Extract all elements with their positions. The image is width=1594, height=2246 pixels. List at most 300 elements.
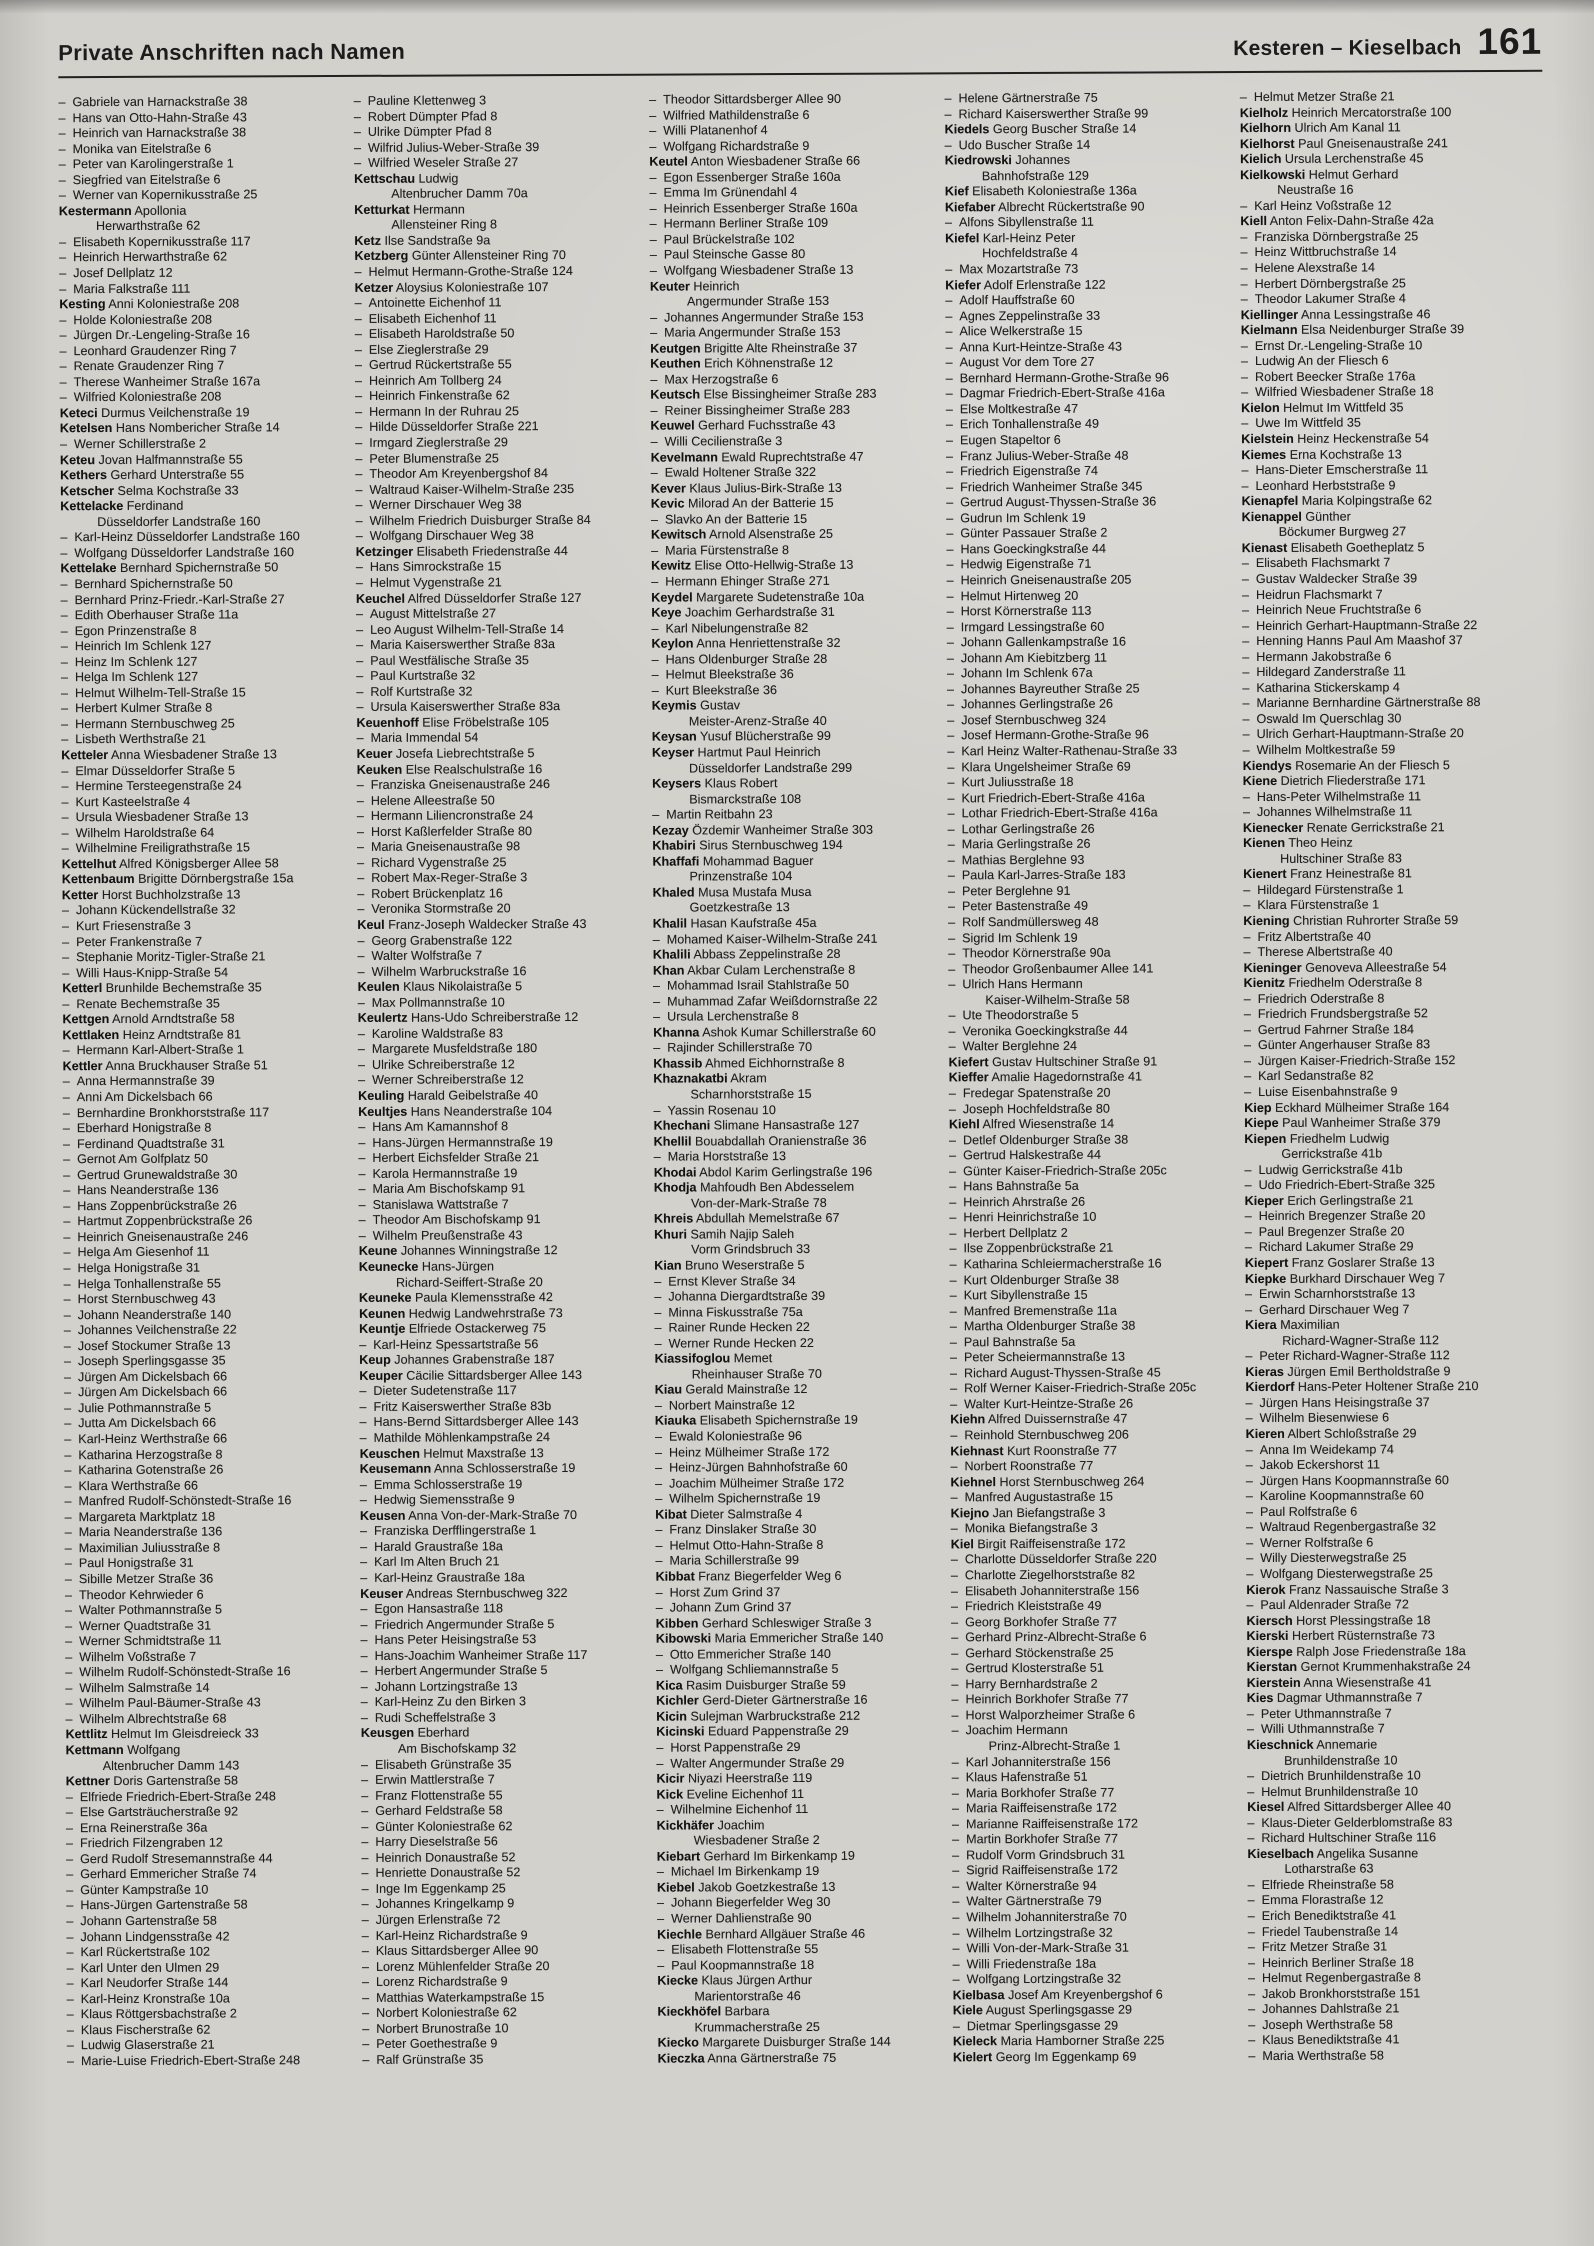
dash-ditto-mark: – <box>61 903 70 918</box>
surname: Kiecko <box>657 2035 699 2050</box>
surname-entry: Kicir Niyazi Heerstraße 119 <box>656 1771 813 1786</box>
dash-ditto-mark: – <box>359 1430 367 1445</box>
dash-ditto-mark: – <box>1245 1349 1253 1364</box>
continuation-entry: – Manfred Augustastraße 15 <box>950 1489 1114 1505</box>
continuation-entry: – Maximilian Juliusstraße 8 <box>64 1540 221 1556</box>
directory-column <box>58 94 335 2070</box>
dash-ditto-mark: – <box>946 588 954 603</box>
dash-ditto-mark: – <box>1241 587 1250 602</box>
surname-entry: Kiehnel Horst Sternbuschweg 264 <box>950 1474 1145 1490</box>
continuation-entry: – Joseph Hochfeldstraße 80 <box>948 1101 1110 1116</box>
surname-entry: Kieczka Anna Gärtnerstraße 75 <box>657 2050 837 2066</box>
continuation-entry: – Gerhard Stöckenstraße 25 <box>951 1645 1114 1661</box>
dash-ditto-mark: – <box>1247 1784 1255 1799</box>
continuation-entry: – Maria Borkhofer Straße 77 <box>951 1785 1115 1800</box>
dash-ditto-mark: – <box>948 1086 956 1101</box>
dash-ditto-mark: – <box>64 1447 72 1462</box>
continuation-entry: – Siegfried van Eitelstraße 6 <box>58 172 221 187</box>
surname-entry: Kiau Gerald Mainstraße 12 <box>654 1382 808 1398</box>
continuation-entry: – Kurt Oldenburger Straße 38 <box>949 1272 1120 1287</box>
surname: Keulen <box>357 979 400 995</box>
continuation-entry: – Therese Wanheimer Straße 167a <box>59 374 261 390</box>
dash-ditto-mark: – <box>1248 2017 1256 2032</box>
dash-ditto-mark: – <box>951 1770 959 1785</box>
dash-ditto-mark: – <box>1244 1209 1252 1224</box>
continuation-entry: – Rainer Runde Hecken 22 <box>654 1320 810 1335</box>
surname: Kielholz <box>1239 105 1289 120</box>
surname-entry: Kieschnick Annemarie <box>1246 1737 1378 1753</box>
entry-wrapped-line: Hultschiner Straße 83 <box>1280 851 1402 866</box>
dash-ditto-mark: – <box>945 293 953 308</box>
dash-ditto-mark: – <box>951 1754 959 1769</box>
surname: Kienitz <box>1243 976 1285 991</box>
continuation-entry: – Lorenz Richardstraße 9 <box>361 1974 508 1990</box>
continuation-entry: – Kurt Friedrich-Ebert-Straße 416a <box>947 790 1145 805</box>
dash-ditto-mark: – <box>952 1956 960 1971</box>
surname-entry: Kettler Anna Bruckhauser Straße 51 <box>62 1058 268 1074</box>
dash-ditto-mark: – <box>947 853 955 868</box>
dash-ditto-mark: – <box>66 1851 74 1867</box>
continuation-entry: – Manfred Bremenstraße 11a <box>949 1303 1117 1319</box>
continuation-entry: – Jürgen Dr.-Lengeling-Straße 16 <box>59 327 250 343</box>
dash-ditto-mark: – <box>951 1614 959 1629</box>
surname-entry: Khechani Slimane Hansastraße 127 <box>653 1117 860 1133</box>
surname-entry: Kiel Birgit Raiffeisenstraße 172 <box>950 1536 1126 1552</box>
dash-ditto-mark: – <box>64 1572 72 1587</box>
dash-ditto-mark: – <box>356 793 364 808</box>
continuation-entry: – Mathias Berglehne 93 <box>947 852 1085 868</box>
continuation-entry: – Otto Emmericher Straße 140 <box>655 1646 831 1662</box>
page-header <box>0 0 1594 69</box>
dash-ditto-mark: – <box>946 557 954 572</box>
surname: Keye <box>651 605 682 620</box>
continuation-entry: – Peter Richard-Wagner-Straße 112 <box>1245 1348 1450 1364</box>
dash-ditto-mark: – <box>949 1164 957 1179</box>
continuation-entry: – Henriette Donaustraße 52 <box>361 1865 521 1881</box>
continuation-entry: – Paul Brückelstraße 102 <box>649 231 795 247</box>
page-title: Private Anschriften nach Namen <box>58 38 406 66</box>
continuation-entry: – Jürgen Kaiser-Friedrich-Straße 152 <box>1243 1053 1456 1068</box>
continuation-entry: – Franziska Gneisenaustraße 246 <box>356 777 550 792</box>
continuation-entry: – Katharina Schleiermacherstraße 16 <box>949 1256 1162 1272</box>
continuation-entry: – Helmut Regenbergastraße 8 <box>1247 1970 1421 1986</box>
dash-ditto-mark: – <box>362 2021 370 2036</box>
dash-ditto-mark: – <box>1241 416 1249 431</box>
surname: Ketterl <box>62 981 103 996</box>
continuation-entry: – Karl Nibelungenstraße 82 <box>651 620 809 636</box>
continuation-entry: – Richard August-Thyssen-Straße 45 <box>949 1365 1161 1381</box>
continuation-entry: – Maria Schillerstraße 99 <box>655 1553 800 1569</box>
surname: Khellil <box>653 1134 692 1149</box>
surname-entry: Kiesel Alfred Sittardsberger Allee 40 <box>1247 1799 1452 1815</box>
surname: Ketscher <box>60 483 115 498</box>
surname: Kielhorst <box>1239 136 1295 151</box>
dash-ditto-mark: – <box>356 824 365 839</box>
surname-entry: Kieleck Maria Hamborner Straße 225 <box>952 2033 1165 2049</box>
surname: Ketzberg <box>354 249 409 264</box>
surname: Khodai <box>653 1165 697 1180</box>
continuation-entry: – Hilde Düsseldorfer Straße 221 <box>355 419 539 435</box>
continuation-entry: – Bernhardine Bronkhorststraße 117 <box>62 1104 270 1120</box>
dash-ditto-mark: – <box>66 2038 74 2053</box>
dash-ditto-mark: – <box>61 717 69 732</box>
continuation-entry: – Gertrud August-Thyssen-Straße 36 <box>946 494 1157 510</box>
dash-ditto-mark: – <box>58 126 66 141</box>
continuation-entry: – Walter Kurt-Heintze-Straße 26 <box>950 1396 1134 1412</box>
continuation-entry: – Elisabeth Johanniterstraße 156 <box>950 1583 1140 1598</box>
dash-ditto-mark: – <box>1242 805 1250 820</box>
dash-ditto-mark: – <box>63 1152 71 1167</box>
dash-ditto-mark: – <box>1239 90 1247 105</box>
dash-ditto-mark: – <box>656 1864 664 1879</box>
dash-ditto-mark: – <box>358 1197 366 1212</box>
dash-ditto-mark: – <box>358 1151 366 1166</box>
continuation-entry: – Wilhelm Biesenwiese 6 <box>1245 1410 1390 1426</box>
dash-ditto-mark: – <box>65 1680 73 1695</box>
surname: Kiening <box>1243 913 1290 929</box>
dash-ditto-mark: – <box>357 948 365 964</box>
entry-wrapped-line: Düsseldorfer Landstraße 160 <box>97 514 261 529</box>
continuation-entry: – Willy Diesterwegstraße 25 <box>1246 1550 1407 1566</box>
continuation-entry: – Werner Schreiberstraße 12 <box>358 1072 524 1088</box>
dash-ditto-mark: – <box>360 1539 368 1554</box>
continuation-entry: – Theodor Sittardsberger Allee 90 <box>649 91 841 107</box>
continuation-entry: – Hermann In der Ruhrau 25 <box>355 404 519 419</box>
surname-entry: Kienapfel Maria Kolpingstraße 62 <box>1241 493 1432 509</box>
dash-ditto-mark: – <box>64 1463 72 1478</box>
continuation-entry: – Josef Dellplatz 12 <box>59 265 173 281</box>
surname-entry: Keuchel Alfred Düsseldorfer Straße 127 <box>355 590 582 606</box>
surname: Kiejno <box>950 1505 990 1521</box>
dash-ditto-mark: – <box>650 434 658 449</box>
dash-ditto-mark: – <box>655 1460 663 1475</box>
surname-entry: Kewitsch Arnold Alsenstraße 25 <box>650 527 834 542</box>
continuation-entry: – Inge Im Eggenkamp 25 <box>361 1881 506 1896</box>
continuation-entry: – Walter Wolfstraße 7 <box>357 948 483 964</box>
continuation-entry: – Willi Platanenhof 4 <box>649 123 768 138</box>
continuation-entry: – Johannes Dahlstraße 21 <box>1248 2001 1400 2017</box>
dash-ditto-mark: – <box>60 546 68 561</box>
dash-ditto-mark: – <box>359 1399 367 1414</box>
surname: Keultjes <box>358 1104 408 1119</box>
continuation-entry: – Elisabeth Kopernikusstraße 117 <box>59 234 251 250</box>
continuation-entry: – Karl-Heinz Spessartstraße 56 <box>359 1336 539 1352</box>
continuation-entry: – Johann Gallenkampstraße 16 <box>946 634 1127 650</box>
surname-entry: Keye Joachim Gerhardstraße 31 <box>651 604 835 620</box>
dash-ditto-mark: – <box>60 685 69 700</box>
dash-ditto-mark: – <box>62 950 70 965</box>
dash-ditto-mark: – <box>59 359 67 374</box>
continuation-entry: – Werner Runde Hecken 22 <box>654 1335 814 1351</box>
continuation-entry: – Karl-Heinz Werthstraße 66 <box>64 1431 228 1447</box>
surname: Ketteler <box>61 747 109 763</box>
continuation-entry: – Dieter Sudetenstraße 117 <box>359 1383 517 1399</box>
continuation-entry: – Franz Flottenstraße 55 <box>361 1787 503 1803</box>
dash-ditto-mark: – <box>62 965 70 980</box>
continuation-entry: – Georg Grabenstraße 122 <box>357 932 513 948</box>
surname: Keusgen <box>360 1726 415 1741</box>
dash-ditto-mark: – <box>361 1788 369 1803</box>
dash-ditto-mark: – <box>63 1338 71 1353</box>
surname: Kettlaken <box>62 1027 120 1043</box>
continuation-entry: – Werner Dahlienstraße 90 <box>657 1910 812 1926</box>
continuation-entry: – Heinrich Herwarthstraße 62 <box>59 249 228 265</box>
dash-ditto-mark: – <box>361 1975 370 1990</box>
surname-entry: Khaznakatbi Akram <box>653 1071 767 1087</box>
surname-entry: Kettelhut Alfred Königsberger Allee 58 <box>61 856 279 872</box>
dash-ditto-mark: – <box>62 1136 71 1151</box>
continuation-entry: – Norbert Brunostraße 10 <box>362 2021 509 2036</box>
dash-ditto-mark: – <box>650 325 658 340</box>
dash-ditto-mark: – <box>360 1633 368 1648</box>
surname: Kierdorf <box>1245 1380 1295 1395</box>
continuation-entry: – Alfons Sibyllenstraße 11 <box>944 215 1094 230</box>
continuation-entry: – Klara Fürstenstraße 1 <box>1243 897 1380 913</box>
dash-ditto-mark: – <box>655 1491 663 1506</box>
continuation-entry: – Josef Sternbuschweg 324 <box>947 712 1107 728</box>
surname-entry: Khalil Hasan Kaufstraße 45a <box>652 915 817 931</box>
surname-entry: Kienecker Renate Gerrickstraße 21 <box>1242 819 1445 835</box>
continuation-entry: – Hans-Dieter Emscherstraße 11 <box>1241 462 1429 478</box>
dash-ditto-mark: – <box>654 1429 663 1444</box>
surname-entry: Kielstein Heinz Heckenstraße 54 <box>1241 431 1429 447</box>
entry-wrapped-line: Richard-Wagner-Straße 112 <box>1282 1332 1440 1348</box>
surname: Kiendys <box>1242 758 1292 773</box>
surname-entry: Kierstan Gernot Krummenhakstraße 24 <box>1246 1659 1471 1675</box>
surname-entry: Kiefert Gustav Hultschiner Straße 91 <box>948 1054 1158 1070</box>
dash-ditto-mark: – <box>649 201 657 216</box>
continuation-entry: – Maria Kaiserswerther Straße 83a <box>356 637 555 653</box>
continuation-entry: – Maria Falkstraße 111 <box>59 281 191 296</box>
dash-ditto-mark: – <box>948 977 956 992</box>
dash-ditto-mark: – <box>1246 1520 1254 1535</box>
continuation-entry: – Wilfried Wiesbadener Straße 18 <box>1241 384 1434 400</box>
continuation-entry: – Ursula Kaiserswerther Straße 83a <box>356 699 561 715</box>
dash-ditto-mark: – <box>1247 1815 1255 1830</box>
continuation-entry: – Irmgard Zieglerstraße 29 <box>355 435 508 450</box>
dash-ditto-mark: – <box>649 216 657 232</box>
continuation-entry: – Lothar Friedrich-Ebert-Straße 416a <box>947 805 1158 821</box>
dash-ditto-mark: – <box>1247 1831 1255 1846</box>
continuation-entry: – Gustav Waldecker Straße 39 <box>1241 571 1418 587</box>
continuation-entry: – Helmut Bleekstraße 36 <box>651 667 794 682</box>
continuation-entry: – Karl Neudorfer Straße 144 <box>66 1975 229 1991</box>
surname: Kiefert <box>948 1055 989 1070</box>
continuation-entry: – Johannes Veilchenstraße 22 <box>63 1322 237 1338</box>
surname-entry: Keylon Anna Henriettenstraße 32 <box>651 635 841 651</box>
continuation-entry: – Wilhelm Warbruckstraße 16 <box>357 963 527 979</box>
dash-ditto-mark: – <box>61 825 69 840</box>
dash-ditto-mark: – <box>1242 727 1250 742</box>
dash-ditto-mark: – <box>944 106 952 121</box>
dash-ditto-mark: – <box>949 1335 957 1350</box>
dash-ditto-mark: – <box>66 1960 74 1975</box>
surname-entry: Keuenhoff Elise Fröbelstraße 105 <box>356 714 549 730</box>
continuation-entry: – Franziska Derfflingerstraße 1 <box>359 1523 537 1539</box>
dash-ditto-mark: – <box>60 639 68 654</box>
dash-ditto-mark: – <box>1242 665 1250 680</box>
surname-entry: Kierdorf Hans-Peter Holtener Straße 210 <box>1245 1379 1479 1395</box>
dash-ditto-mark: – <box>353 109 361 124</box>
surname-entry: Kielhorn Ulrich Am Kanal 11 <box>1239 120 1401 136</box>
dash-ditto-mark: – <box>1241 463 1249 478</box>
surname: Kettelake <box>60 561 117 576</box>
surname: Kettmann <box>65 1742 124 1758</box>
dash-ditto-mark: – <box>950 1552 958 1567</box>
dash-ditto-mark: – <box>653 1009 661 1024</box>
dash-ditto-mark: – <box>656 1740 664 1755</box>
continuation-entry: – Franziska Dörnbergstraße 25 <box>1240 229 1419 244</box>
surname: Kieper <box>1244 1193 1284 1208</box>
continuation-entry: – Elfriede Friedrich-Ebert-Straße 248 <box>65 1788 276 1804</box>
continuation-entry: – Heinrich Borkhofer Straße 77 <box>951 1691 1129 1707</box>
dash-ditto-mark: – <box>58 188 66 203</box>
dash-ditto-mark: – <box>66 1836 74 1851</box>
continuation-entry: – Gerhard Dirschauer Weg 7 <box>1245 1301 1410 1317</box>
continuation-entry: – Heinrich Finkenstraße 62 <box>355 388 510 404</box>
surname-entry: Kettmann Wolfgang <box>65 1742 181 1758</box>
dash-ditto-mark: – <box>948 1132 957 1147</box>
surname-entry: Keunen Hedwig Landwehrstraße 73 <box>359 1305 563 1321</box>
surname-entry: Kettlitz Helmut Im Gleisdreieck 33 <box>65 1726 259 1742</box>
dash-ditto-mark: – <box>649 185 657 200</box>
continuation-entry: – Wilhelm Voßstraße 7 <box>65 1649 197 1664</box>
continuation-entry: – Jakob Eckershorst 11 <box>1245 1457 1380 1473</box>
dash-ditto-mark: – <box>60 654 68 669</box>
continuation-entry: – Hermann Ehinger Straße 271 <box>651 573 830 589</box>
dash-ditto-mark: – <box>945 324 953 339</box>
dash-ditto-mark: – <box>1240 229 1248 244</box>
dash-ditto-mark: – <box>652 807 660 822</box>
dash-ditto-mark: – <box>946 464 954 479</box>
continuation-entry: – Gertrud Klosterstraße 51 <box>951 1660 1104 1676</box>
dash-ditto-mark: – <box>651 543 659 558</box>
continuation-entry: – Mathilde Möhlenkampstraße 24 <box>359 1430 551 1445</box>
continuation-entry: – Bernhard Spichernstraße 50 <box>60 576 233 592</box>
dash-ditto-mark: – <box>63 1292 71 1307</box>
continuation-entry: – Klara Ungelsheimer Straße 69 <box>947 759 1131 774</box>
entry-wrapped-line: Richard-Seiffert-Straße 20 <box>395 1274 543 1290</box>
dash-ditto-mark: – <box>1242 603 1250 618</box>
continuation-entry: – Ludwig An der Fliesch 6 <box>1240 353 1389 369</box>
dash-ditto-mark: – <box>64 1556 72 1571</box>
continuation-entry: – Norbert Mainstraße 12 <box>654 1397 795 1413</box>
surname-entry: Keutgen Brigitte Alte Rheinstraße 37 <box>650 340 858 356</box>
dash-ditto-mark: – <box>63 1199 71 1214</box>
directory-column <box>944 90 1221 2066</box>
surname-entry: Kieren Albert Schloßstraße 29 <box>1245 1426 1417 1442</box>
dash-ditto-mark: – <box>951 1801 959 1816</box>
dash-ditto-mark: – <box>946 526 954 541</box>
dash-ditto-mark: – <box>354 156 362 171</box>
dash-ditto-mark: – <box>949 1272 957 1287</box>
continuation-entry: – Heinrich van Harnackstraße 38 <box>58 125 247 141</box>
continuation-entry: – Ludwig Gerrickstraße 41b <box>1244 1162 1403 1177</box>
continuation-entry: – Theodor Körnerstraße 90a <box>948 945 1111 961</box>
continuation-entry: – Rudi Scheffelstraße 3 <box>360 1710 496 1725</box>
surname-entry: Kiechle Bernhard Allgäuer Straße 46 <box>657 1926 866 1942</box>
surname: Keune <box>358 1244 398 1259</box>
continuation-entry: – Willi Cecilienstraße 3 <box>650 434 783 449</box>
surname: Kiassifoglou <box>654 1351 731 1366</box>
dash-ditto-mark: – <box>362 1990 370 2005</box>
dash-ditto-mark: – <box>361 1943 369 1958</box>
surname: Kiauka <box>654 1413 697 1429</box>
dash-ditto-mark: – <box>359 1477 367 1492</box>
continuation-entry: – Kurt Bleekstraße 36 <box>651 682 778 698</box>
dash-ditto-mark: – <box>63 1214 71 1229</box>
surname-entry: Kienappel Günther <box>1241 509 1351 524</box>
continuation-entry: – Heinrich Berliner Straße 18 <box>1247 1954 1414 1970</box>
continuation-entry: – Elisabeth Eichenhof 11 <box>354 310 497 326</box>
continuation-entry: – Horst Zum Grind 37 <box>655 1584 781 1600</box>
dash-ditto-mark: – <box>1243 898 1251 913</box>
surname: Kienecker <box>1242 820 1304 835</box>
continuation-entry: – Peter Berglehne 91 <box>947 883 1071 899</box>
dash-ditto-mark: – <box>353 124 361 140</box>
dash-ditto-mark: – <box>651 667 659 682</box>
surname-entry: Keup Johannes Grabenstraße 187 <box>359 1352 555 1368</box>
continuation-entry: – Georg Borkhofer Straße 77 <box>951 1614 1118 1629</box>
surname: Kevelmann <box>650 449 718 465</box>
continuation-entry: – Johann Am Kiebitzberg 11 <box>946 650 1108 666</box>
surname: Ketzinger <box>355 544 414 559</box>
continuation-entry: – Wilhelmine Eichenhof 11 <box>656 1802 809 1817</box>
continuation-entry: – Hans van Otto-Hahn-Straße 43 <box>58 109 247 125</box>
entry-wrapped-line: Krummacherstraße 25 <box>694 2019 820 2035</box>
dash-ditto-mark: – <box>360 1570 368 1585</box>
surname-entry: Kiedels Georg Buscher Straße 14 <box>944 121 1137 137</box>
dash-ditto-mark: – <box>60 577 68 592</box>
continuation-entry: – Bernhard Hermann-Grothe-Straße 96 <box>945 370 1170 386</box>
continuation-entry: – Rolf Werner Kaiser-Friedrich-Straße 205c <box>950 1380 1197 1396</box>
dash-ditto-mark: – <box>66 1898 74 1913</box>
dash-ditto-mark: – <box>952 1925 960 1940</box>
dash-ditto-mark: – <box>63 1167 71 1182</box>
continuation-entry: – Hedwig Siemensstraße 9 <box>359 1492 515 1508</box>
continuation-entry: – Martha Oldenburger Straße 38 <box>949 1318 1136 1334</box>
dash-ditto-mark: – <box>657 1958 665 1973</box>
dash-ditto-mark: – <box>58 141 66 156</box>
dash-ditto-mark: – <box>951 1708 959 1723</box>
continuation-entry: – Bernhard Prinz-Friedr.-Karl-Straße 27 <box>60 591 285 607</box>
surname: Kiehl <box>948 1117 980 1132</box>
dash-ditto-mark: – <box>1241 571 1249 587</box>
surname: Kierstan <box>1246 1660 1298 1675</box>
continuation-entry: – Elisabeth Grünstraße 35 <box>361 1756 512 1772</box>
dash-ditto-mark: – <box>952 2019 960 2034</box>
surname: Keysan <box>651 729 697 745</box>
surname: Khalil <box>652 916 688 931</box>
surname-entry: Kiassifoglou Memet <box>654 1351 773 1366</box>
dash-ditto-mark: – <box>1244 1224 1252 1239</box>
continuation-entry: – Friedrich Eigenstraße 74 <box>946 463 1099 479</box>
dash-ditto-mark: – <box>59 312 67 327</box>
surname: Kielhorn <box>1239 120 1292 136</box>
dash-ditto-mark: – <box>947 884 955 899</box>
surname-entry: Kevelmann Ewald Ruprechtstraße 47 <box>650 449 864 465</box>
dash-ditto-mark: – <box>64 1509 72 1524</box>
dash-ditto-mark: – <box>60 670 68 685</box>
dash-ditto-mark: – <box>948 1008 956 1023</box>
surname-entry: Kielhorst Paul Gneisenaustraße 241 <box>1239 135 1448 151</box>
surname: Kettenbaum <box>61 872 135 887</box>
continuation-entry: – Karl-Heinz Richardstraße 9 <box>361 1927 528 1943</box>
surname: Kiecke <box>657 1973 698 1988</box>
dash-ditto-mark: – <box>358 1182 366 1197</box>
surname-entry: Kibbat Franz Biegerfelder Weg 6 <box>655 1568 842 1584</box>
surname: Keuer <box>356 746 393 761</box>
